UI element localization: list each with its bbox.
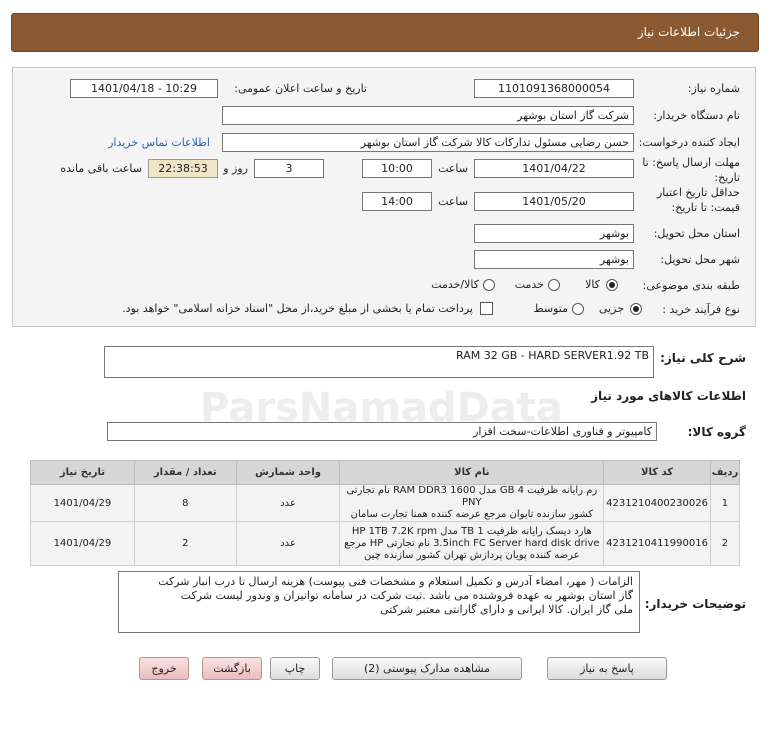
row-name-line: 3.5inch FC Server hard disk drive نام تجارتی HP مرجع	[344, 537, 600, 549]
row-unit: عدد	[236, 485, 340, 522]
exit-button[interactable]: خروج	[139, 657, 189, 680]
category-service-radio[interactable]	[548, 279, 560, 291]
remaining-label: ساعت باقی مانده	[60, 162, 142, 175]
watermark: ParsNamadData	[200, 385, 563, 431]
page-title: جزئیات اطلاعات نیاز	[637, 25, 740, 39]
purchase-minor-radio[interactable]	[630, 303, 642, 315]
contact-info-link[interactable]: اطلاعات تماس خریدار	[108, 136, 210, 149]
row-code: 4231210400230026	[604, 485, 711, 522]
validity-date-field: 1401/05/20	[474, 192, 634, 211]
table-header-row	[31, 461, 740, 485]
remaining-time-field: 22:38:53	[148, 159, 218, 178]
city-label: شهر محل تحویل:	[660, 253, 740, 266]
creator-field: حسن رضایی مسئول تدارکات کالا شرکت گاز استان بوشهر	[222, 133, 634, 152]
table-row	[31, 485, 740, 522]
row-name	[340, 522, 604, 566]
creator-label: ایجاد کننده درخواست:	[638, 136, 740, 149]
purchase-minor-label: جزیی	[598, 302, 624, 315]
row-index: 1	[710, 485, 739, 522]
goods-table	[30, 460, 740, 566]
province-field: بوشهر	[474, 224, 634, 243]
row-index: 2	[710, 522, 739, 566]
days-field: 3	[254, 159, 324, 178]
purchase-medium-radio[interactable]	[572, 303, 584, 315]
reply-button[interactable]: پاسخ به نیاز	[547, 657, 667, 680]
table-row	[31, 522, 740, 566]
row-name-line: هارد دیسک رایانه ظرفیت 1 TB مدل HP 1TB 7.2K rpm	[351, 525, 592, 537]
col-index: ردیف	[710, 461, 739, 485]
announce-field: 1401/04/18 - 10:29	[70, 79, 218, 98]
col-qty: تعداد / مقدار	[134, 461, 236, 485]
row-name-line: عرضه کننده پویان پردازش تهران کشور سازنده چین	[364, 549, 580, 561]
goods-group-field: کامپیوتر و فناوری اطلاعات-سخت افزار	[107, 422, 657, 441]
view-attachments-button[interactable]: مشاهده مدارک پیوستی (2)	[332, 657, 522, 680]
buyer-org-field: شرکت گاز استان بوشهر	[222, 106, 634, 125]
city-field: بوشهر	[474, 250, 634, 269]
category-goods-radio[interactable]	[606, 279, 618, 291]
announce-label: تاریخ و ساعت اعلان عمومی:	[234, 82, 367, 95]
row-qty: 2	[134, 522, 236, 566]
category-both-label: کالا/خدمت	[431, 278, 479, 291]
validity-time-label: ساعت	[438, 195, 468, 208]
col-unit: واحد شمارش	[236, 461, 340, 485]
row-code: 4231210411990016	[604, 522, 711, 566]
reply-time-label: ساعت	[438, 162, 468, 175]
row-date: 1401/04/29	[31, 485, 135, 522]
row-qty: 8	[134, 485, 236, 522]
validity-time-field: 14:00	[362, 192, 432, 211]
category-goods-label: کالا	[585, 278, 600, 291]
buyer-notes-line: الزامات ( مهر، امضاء آدرس و تکمیل استعلام و مشخصات فنی پیوست) هزینه ارسال تا درب انبار شرکت	[158, 575, 633, 588]
row-name-line: رم رایانه ظرفیت 4 GB مدل RAM DDR3 1600 نام تجارتی PNY	[346, 485, 598, 508]
category-label: طبقه بندی موضوعی:	[642, 279, 740, 292]
col-date: تاریخ نیاز	[31, 461, 135, 485]
category-service-label: خدمت	[514, 278, 544, 291]
reply-time-field: 10:00	[362, 159, 432, 178]
col-code: کد کالا	[604, 461, 711, 485]
province-label: استان محل تحویل:	[653, 227, 740, 240]
summary-label: شرح کلی نیاز:	[660, 351, 746, 365]
treasury-checkbox[interactable]	[480, 302, 493, 315]
purchase-medium-label: متوسط	[533, 302, 568, 315]
buyer-notes-line: ملی گاز ایران. کالا ایرانی و دارای گارانتی معتبر شرکتی	[380, 603, 633, 616]
row-date: 1401/04/29	[31, 522, 135, 566]
buyer-notes-box	[118, 571, 640, 633]
category-both-radio[interactable]	[483, 279, 495, 291]
goods-group-label: گروه کالا:	[687, 425, 746, 439]
page-title-bar	[11, 13, 759, 52]
print-button[interactable]: چاپ	[270, 657, 320, 680]
reply-deadline-label: مهلت ارسال پاسخ: تا تاریخ:	[642, 156, 740, 184]
day-label: روز و	[223, 162, 248, 175]
buyer-notes-line: گاز استان بوشهر به عهده فروشنده می باشد .ثبت شرکت در سامانه توانیران و وندور لیست شرکت	[180, 589, 633, 602]
back-button[interactable]: بازگشت	[202, 657, 262, 680]
reply-date-field: 1401/04/22	[474, 159, 634, 178]
validity-label: حداقل تاریخ اعتبار قیمت: تا تاریخ:	[656, 186, 740, 214]
purchase-type-label: نوع فرآیند خرید :	[662, 303, 740, 316]
buyer-notes-label: توضیحات خریدار:	[644, 597, 746, 611]
treasury-note: پرداخت تمام یا بخشی از مبلغ خرید،از محل "اسناد خزانه اسلامی" خواهد بود.	[122, 302, 473, 315]
summary-field: RAM 32 GB - HARD SERVER1.92 TB	[104, 346, 654, 378]
need-number-label: شماره نیاز:	[687, 82, 740, 95]
row-unit: عدد	[236, 522, 340, 566]
row-name	[340, 485, 604, 522]
need-number-field: 1101091368000054	[474, 79, 634, 98]
goods-section-title: اطلاعات کالاهای مورد نیاز	[591, 389, 746, 403]
buyer-org-label: نام دستگاه خریدار:	[653, 109, 740, 122]
col-name: نام کالا	[340, 461, 604, 485]
row-name-line: کشور سازنده تایوان مرجع عرضه کننده همنا تجارت سامان	[350, 509, 594, 520]
